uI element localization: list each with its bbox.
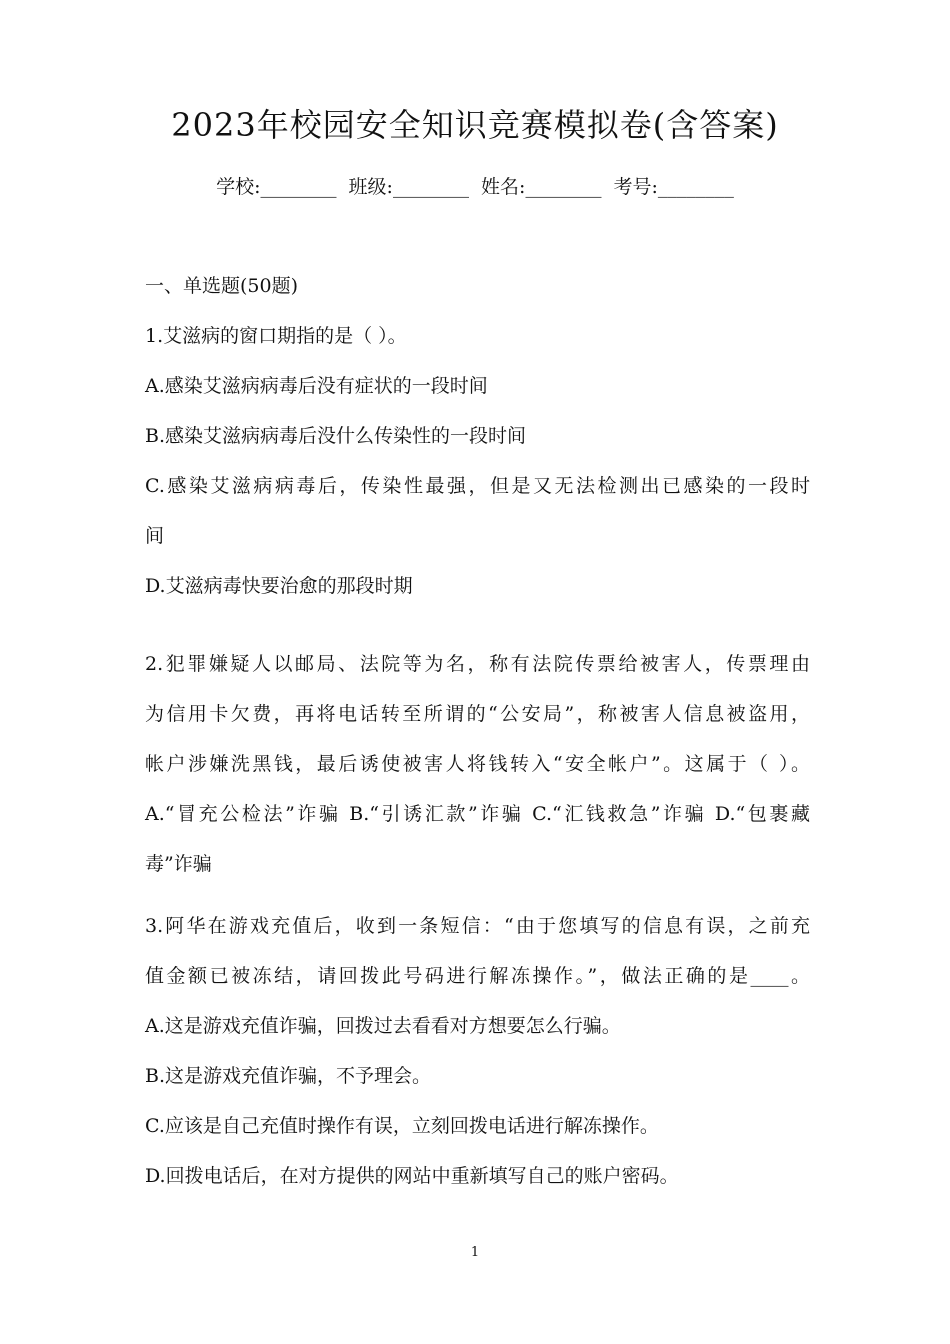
question-gap [145,618,810,646]
question-1-option-c-line1: C.感染艾滋病病毒后，传染性最强，但是又无法检测出已感染的一段时 [145,475,810,497]
question-2 [145,646,810,896]
question-3-option-b: B.这是游戏充值诈骗，不予理会。 [145,1065,432,1087]
question-2-stem-line3: 帐户涉嫌洗黑钱，最后诱使被害人将钱转入“安全帐户”。这属于（ ）。 [145,753,810,775]
student-info-line: 学校:________ 班级:________ 姓名:________ 考号:________ [216,176,734,198]
page-number: 1 [470,1245,480,1260]
question-2-stem-line1: 2.犯罪嫌疑人以邮局、法院等为名，称有法院传票给被害人，传票理由 [145,653,810,675]
question-3-stem-line1: 3.阿华在游戏充值后，收到一条短信：“由于您填写的信息有误，之前充 [145,915,810,937]
question-1-option-c-line2: 间 [145,525,165,547]
question-1-stem: 1.艾滋病的窗口期指的是（ ）。 [145,325,407,347]
question-gap [145,896,810,908]
question-2-options-line1: A.“冒充公检法”诈骗 B.“引诱汇款”诈骗 C.“汇钱救急”诈骗 D.“包裹藏 [145,803,810,825]
question-content [145,268,810,1208]
question-2-options-line2: 毒”诈骗 [145,853,212,875]
section-title: 一、单选题(50题) [145,275,299,297]
question-3-option-d: D.回拨电话后，在对方提供的网站中重新填写自己的账户密码。 [145,1165,679,1187]
question-1 [145,318,810,618]
question-3-stem-line2: 值金额已被冻结，请回拨此号码进行解冻操作。”，做法正确的是____。 [145,965,810,987]
question-1-option-d: D.艾滋病毒快要治愈的那段时期 [145,575,413,597]
question-2-stem-line2: 为信用卡欠费，再将电话转至所谓的“公安局”，称被害人信息被盗用， [145,703,810,725]
page-title: 2023年校园安全知识竞赛模拟卷(含答案) [171,106,779,144]
question-3 [145,908,810,1208]
question-3-option-a: A.这是游戏充值诈骗，回拨过去看看对方想要怎么行骗。 [145,1015,621,1037]
question-3-option-c: C.应该是自己充值时操作有误，立刻回拨电话进行解冻操作。 [145,1115,659,1137]
question-1-option-a: A.感染艾滋病病毒后没有症状的一段时间 [145,375,488,397]
question-1-option-b: B.感染艾滋病病毒后没什么传染性的一段时间 [145,425,527,447]
